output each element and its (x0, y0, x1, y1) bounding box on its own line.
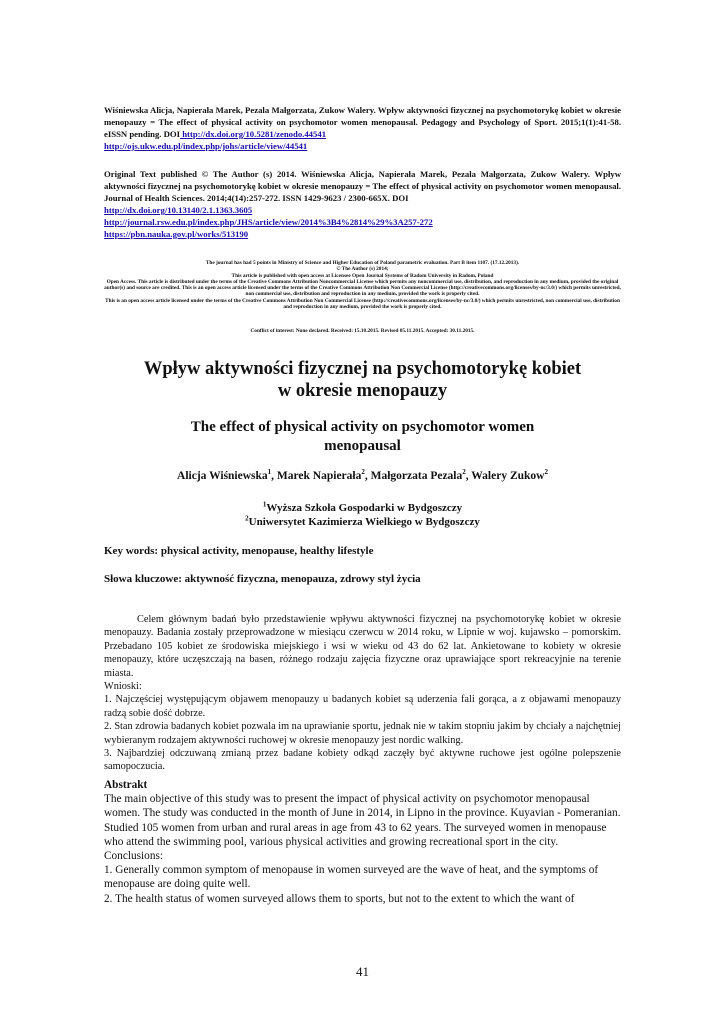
keywords-english: Key words: physical activity, menopause, healthy lifestyle (104, 545, 374, 557)
info-line: This is an open access article licensed under the terms of the Creative Commons Attribution Non Commercial License (http://creativecommons.org/licenses/by-nc/3.0/) which permits unrestricted, non commercial use, distribution and reproduction in any medium, provided the work is properly cited. (105, 297, 620, 311)
title-polish (104, 358, 621, 402)
author-affil: 2 (361, 468, 365, 477)
conclusion-item: 3. Najbardziej odczuwaną zmianą przez badane kobiety odkąd zaczęły być aktywne ruchowe jest ogólne polepszenie samopoczucia. (104, 748, 621, 773)
author-sep: , (271, 470, 277, 482)
polish-summary (104, 613, 621, 774)
title-english-line: The effect of physical activity on psychomotor women (190, 419, 535, 435)
info-line: The journal has had 5 points in Ministry of Science and Higher Education of Poland parametric evaluation. Part B item 1107. (17.12.2013). (205, 260, 520, 266)
affiliation-sup: 1 (262, 500, 267, 509)
original-doi-link[interactable]: http://dx.doi.org/10.13140/2.1.1363.3605 (104, 205, 253, 215)
pbn-link[interactable]: https://pbn.nauka.gov.pl/works/513190 (104, 229, 249, 239)
article-link[interactable]: http://ojs.ukw.edu.pl/index.php/johs/article/view/44541 (104, 141, 308, 151)
author-sep: , (364, 470, 371, 482)
original-citation-block (104, 168, 621, 240)
conclusion-item: 1. Najczęściej występującym objawem menopauzy u badanych kobiet są uderzenia fali gorąca, a z objawami menopauzy radzą sobie dość dobrze. (104, 694, 621, 719)
affiliation-name: Wyższa Szkoła Gospodarki w Bydgoszczy (266, 502, 463, 514)
author-affil: 2 (544, 468, 548, 477)
abstract (104, 778, 621, 906)
journal-link[interactable]: http://journal.rsw.edu.pl/index.php/JHS/article/view/2014%3B4%2814%29%3A257-272 (104, 217, 433, 227)
citation-text: Wiśniewska Alicja, Napierała Marek, Pezala Małgorzata, Zukow Walery. Wpływ aktywności fizycznej na psychomotorykę kobiet w okresie menopauzy = The effect of physical activity on psychomotor women menopausal. Pedagogy and Psychology of Sport. 2015;1(1):41-58. eISSN pending. DOI (104, 105, 621, 139)
author-name: Alicja Wiśniewska (177, 470, 268, 482)
info-line: Open Access. This article is distributed under the terms of the Creative Commons Attribution Noncommercial License which permits any noncommercial use, distribution, and reproduction in any medium, provided the original author(s) and source are credited. This is an open access article licensed under the terms of the Creative Commons Attribution Non Commercial License (http://creativecommons.org/licenses/by-nc/3.0/) which permits unrestricted, non commercial use, distribution and reproduction in any medium, provided the work is properly cited. (104, 278, 621, 298)
affiliation-name: Uniwersytet Kazimierza Wielkiego w Bydgoszczy (248, 516, 480, 528)
affiliation (104, 501, 621, 515)
author-sep: , (465, 470, 472, 482)
authors (104, 470, 621, 482)
summary-intro: Celem głównym badań było przedstawienie wpływu aktywności fizycznej na psychomotorykę kobiet w okresie menopauzy. Badania zostały przeprowadzone w miesiącu czerwcu w 2014 roku, w Lipnie w woj. kujawsko – pomorskim. Przebadano 105 kobiet ze środowiska miejskiego i wsi w wieku od 43 do 62 lat. Ankietowane to kobiety w okresie menopauzy, które uczęszczają na basen, różnego rodzaju zajęcia fizyczne oraz uprawiające sport rekreacyjnie na terenie miasta. (104, 614, 621, 679)
abstract-heading: Abstrakt (104, 779, 148, 791)
info-line: © The Author (s) 2014; (336, 266, 389, 273)
journal-info (104, 260, 621, 310)
title-polish-line: w okresie menopauzy (277, 381, 448, 401)
affiliation (104, 515, 621, 529)
affiliation-sup: 2 (245, 514, 249, 523)
page-number: 41 (356, 964, 369, 979)
keywords-polish: Słowa kluczowe: aktywność fizyczna, menopauza, zdrowy styl życia (104, 573, 421, 585)
author-name: Walery Zukow (471, 470, 545, 482)
affiliations (104, 501, 621, 529)
citation-block (104, 104, 621, 152)
conclusions-label: Wnioski: (104, 681, 142, 693)
abstract-conclusion-item: 1. Generally common symptom of menopause in women surveyed are the wave of heat, and the symptoms of menopause are doing quite well. (104, 864, 599, 891)
author-name: Marek Napierała (276, 470, 362, 482)
conflict-statement: Conflict of interest: None declared. Received: 15.10.2015. Revised 05.11.2015. Accepted: 30.11.2015. (250, 328, 475, 334)
title-english-line: menopausal (324, 438, 401, 454)
title-english (104, 418, 621, 456)
abstract-text: The main objective of this study was to present the impact of physical activity on psychomotor menopausal women. The study was conducted in the month of June in 2014, in Lipno in the province. Kuyavian - Pomeranian. Studied 105 women from urban and rural areas in age from 43 to 62 years. The surveyed women in menopause who attend the swimming pool, various physical activities and growing recreational sport in the city. (104, 793, 621, 848)
abstract-conclusion-item: 2. The health status of women surveyed allows them to sports, but not to the extent to which the want of (104, 892, 575, 905)
doi-link[interactable]: http://dx.doi.org/10.5281/zenodo.44541 (180, 129, 327, 139)
title-polish-line: Wpływ aktywności fizycznej na psychomotorykę kobiet (143, 359, 582, 379)
author-name: Małgorzata Pezala (370, 470, 463, 482)
original-citation-text: Original Text published © The Author (s) 2014. Wiśniewska Alicja, Napierała Marek, Pezala Małgorzata, Zukow Walery. Wpływ aktywności fizycznej na psychomotorykę kobiet w okresie menopauzy = The effect of physical activity on psychomotor women menopausal. Journal of Health Sciences. 2014;4(14):257-272. ISSN 1429-9623 / 2300-665X. DOI (104, 169, 621, 203)
abstract-conclusions-label: Conclusions: (104, 850, 163, 863)
author-affil: 1 (267, 468, 272, 477)
info-line: This article is published with open access at Licensee Open Journal Systems of Radom University in Radom, Poland (231, 272, 494, 279)
author-affil: 2 (462, 468, 466, 477)
conclusion-item: 2. Stan zdrowia badanych kobiet pozwala im na uprawianie sportu, jednak nie w takim stopniu jakim by chciały a najchętniej wybieranym rodzajem aktywności ruchowej w okresie menopauzy jest nordic walking. (104, 721, 621, 746)
